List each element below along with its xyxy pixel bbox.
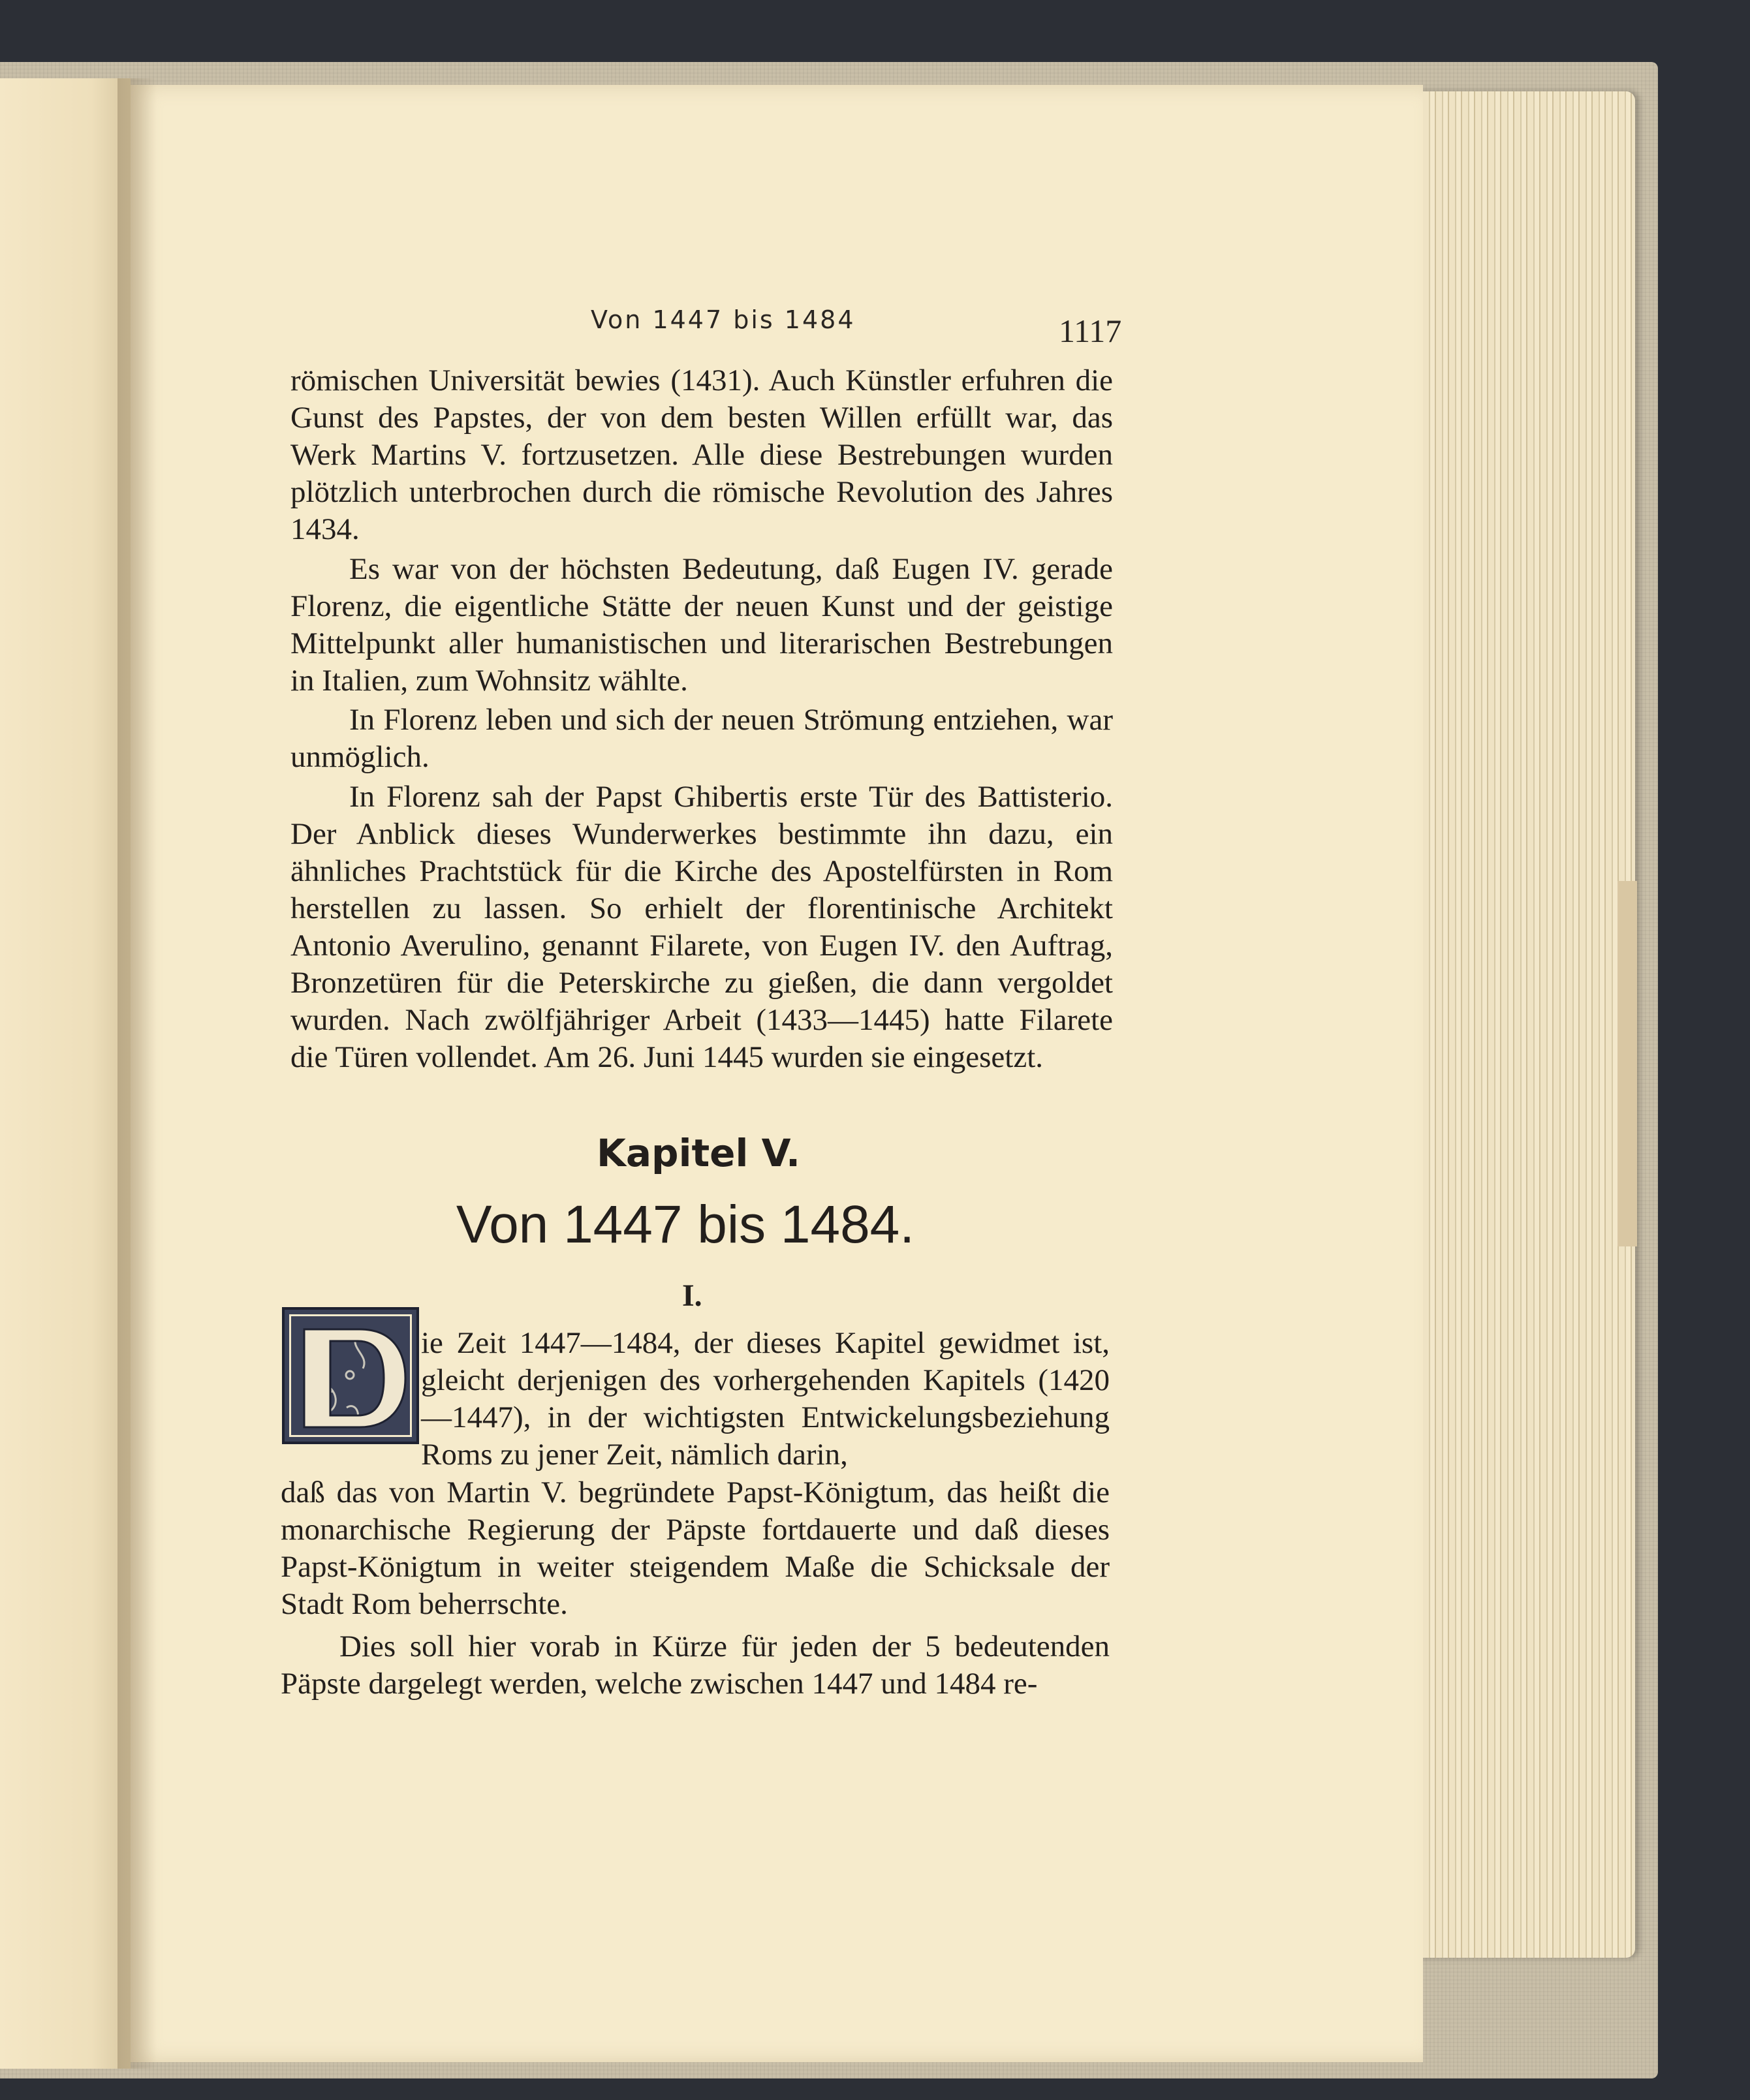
ornamental-d-icon [285,1310,422,1447]
chapter-label-text: Kapitel V. [596,1131,801,1175]
left-page [0,78,131,2069]
paragraph-4-text: In Florenz sah der Papst Ghibertis erste Tür des Battisterio. Der Anblick dieses Wunderwerkes bestimmte ihn dazu, ein ähnliches Prachtstück für die Kirche des Apostelfürsten in Rom herstellen zu lassen. So erhielt der florentinische Architekt Antonio Averulino, genannt Filarete, von Eugen IV. den Auftrag, Bronzetüren für die Peterskirche zu gießen, die dann vergoldet wurden. Nach zwölfjähriger Arbeit (1433—1445) hatte Filarete die Türen vollendet. Am 26. Juni 1445 wurden sie eingesetzt. [290,780,1113,1074]
page-edge-tab [1617,881,1637,1246]
paragraph-4 [290,779,1113,1076]
running-head: Von 1447 bis 1484 [591,305,856,334]
section-number: I. [682,1278,702,1313]
paragraph-3-text: In Florenz leben und sich der neuen Strömung entziehen, war unmöglich. [290,703,1113,774]
chapter-label [0,1131,1501,1175]
chapter-paragraph-2-text: Dies soll hier vorab in Kürze für jeden der 5 bedeutenden Päpste dargelegt werden, welche zwischen 1447 und 1484 re- [281,1629,1110,1701]
page-number: 1117 [1059,313,1122,349]
chapter-title-text: Von 1447 bis 1484. [456,1195,915,1254]
chapter-title [0,1194,1501,1256]
gutter-shadow [117,78,157,2069]
paragraph-3 [290,702,1113,776]
chapter-paragraph-1-rest: daß das von Martin V. begründete Papst-Königtum, das heißt die monarchische Regierung der Päpste fortdauerte und daß dieses Papst-Königtum in weiter steigendem Maße die Schicksale der Stadt Rom beherrschte. [281,1475,1110,1621]
chapter-paragraph-1-start: ie Zeit 1447—1484, der dieses Kapitel gewidmet ist, gleicht derjenigen des vorhergehenden Kapitels (1420—1447), in der wichtigsten Entwickelungsbeziehung Roms zu jener Zeit, nämlich darin, [421,1326,1110,1472]
paragraph-2-text: Es war von der höchsten Bedeutung, daß Eugen IV. gerade Florenz, die eigentliche Stätte der neuen Kunst und der geistige Mittelpunkt aller humanistischen und literarischen Bestrebungen in Italien, zum Wohnsitz wählte. [290,552,1113,698]
paragraph-2 [290,551,1113,700]
paragraph-1: römischen Universität bewies (1431). Auch Künstler erfuhren die Gunst des Papstes, der von dem besten Willen erfüllt war, das Werk Martins V. fortzusetzen. Alle diese Bestrebungen wurden plötzlich unterbrochen durch die römische Revolution des Jahres 1434. [290,363,1113,546]
page-edges [1410,91,1635,1958]
chapter-paragraph-2 [281,1628,1110,1703]
drop-cap-ornament [282,1307,419,1444]
